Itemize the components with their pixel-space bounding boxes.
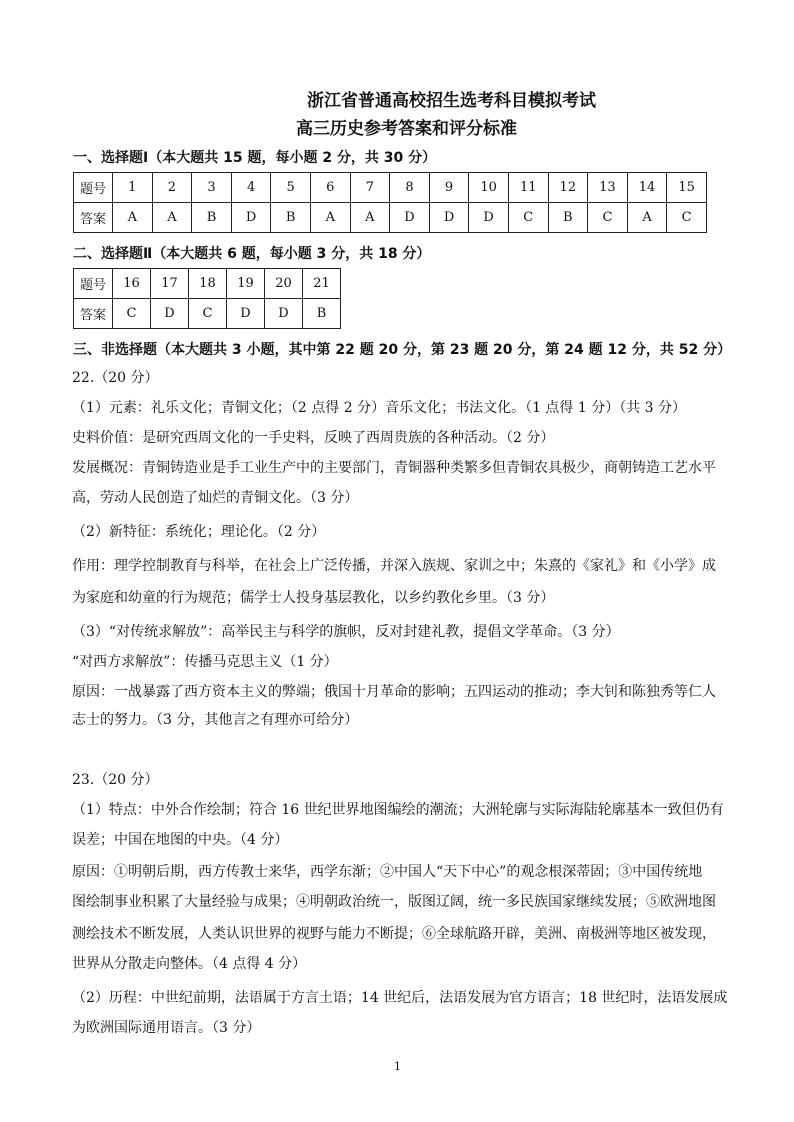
answer-line: （3）“对传统求解放”：高举民主与科学的旗帜，反对封建礼教，提倡文学革命。（3 分） xyxy=(72,624,620,640)
answer-cell: B xyxy=(303,299,341,329)
section3-heading: 三、非选择题（本大题共 3 小题，其中第 22 题 20 分，第 23 题 20 分，第 24 题 12 分，共 52 分） xyxy=(73,342,732,358)
question-number-cell: 16 xyxy=(113,269,151,299)
question-number-cell: 5 xyxy=(271,173,311,203)
answer-cell: A xyxy=(310,203,350,233)
question-number-cell: 20 xyxy=(265,269,303,299)
question-number-cell: 1 xyxy=(113,173,153,203)
table-row-numbers xyxy=(74,269,341,299)
table-row-numbers xyxy=(74,173,707,203)
answer-cell: A xyxy=(627,203,667,233)
answer-line: （2）历程：中世纪前期，法语属于方言土语；14 世纪后，法语发展为官方语言；18 世纪时，法语发展成 xyxy=(72,990,728,1006)
answer-line: 史料价值：是研究西周文化的一手史料，反映了西周贵族的各种活动。（2 分） xyxy=(72,430,555,446)
answer-line: 原因：①明朝后期，西方传教士来华，西学东渐；②中国人“天下中心”的观念根深蒂固；③中国传统地 xyxy=(72,864,703,880)
question-number-cell: 21 xyxy=(303,269,341,299)
answer-cell: A xyxy=(152,203,192,233)
answer-cell: C xyxy=(113,299,151,329)
section2-heading: 二、选择题Ⅱ（本大题共 6 题，每小题 3 分，共 18 分） xyxy=(73,246,431,262)
answer-cell: A xyxy=(350,203,390,233)
question-number-cell: 2 xyxy=(152,173,192,203)
question-number-cell: 10 xyxy=(469,173,509,203)
answer-cell: A xyxy=(113,203,153,233)
question-number-cell: 14 xyxy=(627,173,667,203)
answer-cell: B xyxy=(548,203,588,233)
answer-cell: B xyxy=(271,203,311,233)
page-number: 1 xyxy=(394,1060,401,1073)
question-number-cell: 15 xyxy=(667,173,707,203)
answer-table-2 xyxy=(73,268,341,329)
question-22-label: 22.（20 分） xyxy=(72,370,159,386)
section1-heading: 一、选择题Ⅰ（本大题共 15 题，每小题 2 分，共 30 分） xyxy=(73,150,437,166)
answer-line: （1）特点：中外合作绘制；符合 16 世纪世界地图编绘的潮流；大洲轮廓与实际海陆轮廓基本一致但仍有 xyxy=(72,802,724,818)
answer-line: 原因：一战暴露了西方资本主义的弊端；俄国十月革命的影响；五四运动的推动；李大钊和陈独秀等仁人 xyxy=(72,684,716,700)
question-number-cell: 3 xyxy=(192,173,232,203)
answer-line: “对西方求解放”：传播马克思主义（1 分） xyxy=(72,654,338,670)
answer-line: 高，劳动人民创造了灿烂的青铜文化。（3 分） xyxy=(72,490,359,506)
question-number-cell: 12 xyxy=(548,173,588,203)
answer-cell: D xyxy=(429,203,469,233)
table-row-answers xyxy=(74,299,341,329)
question-number-cell: 8 xyxy=(390,173,430,203)
answer-cell: D xyxy=(469,203,509,233)
answer-line: 世界从分散走向整体。（4 点得 4 分） xyxy=(72,956,307,972)
answer-cell: B xyxy=(192,203,232,233)
answer-line: 测绘技术不断发展，人类认识世界的视野与能力不断提；⑥全球航路开辟，美洲、南极洲等地区被发现， xyxy=(72,926,716,942)
document-title: 浙江省普通高校招生选考科目模拟考试 xyxy=(307,91,596,111)
question-number-cell: 18 xyxy=(189,269,227,299)
question-number-cell: 17 xyxy=(151,269,189,299)
answer-line: 发展概况：青铜铸造业是手工业生产中的主要部门，青铜器种类繁多但青铜农具极少，商朝铸造工艺水平 xyxy=(72,460,716,476)
table-row-answers xyxy=(74,203,707,233)
question-number-cell: 11 xyxy=(508,173,548,203)
answer-cell: C xyxy=(189,299,227,329)
row-label: 题号 xyxy=(74,173,113,203)
answer-line: 作用：理学控制教育与科举，在社会上广泛传播，并深入族规、家训之中；朱熹的《家礼》和《小学》成 xyxy=(72,558,716,574)
answer-line: 图绘制事业积累了大量经验与成果；④明朝政治统一，版图辽阔，统一多民族国家继续发展；⑤欧洲地图 xyxy=(72,894,716,910)
answer-line: 为家庭和幼童的行为规范；儒学士人投身基层教化，以乡约教化乡里。（3 分） xyxy=(72,590,555,606)
answer-cell: D xyxy=(227,299,265,329)
answer-cell: D xyxy=(231,203,271,233)
row-label: 答案 xyxy=(74,203,113,233)
answer-cell: D xyxy=(151,299,189,329)
answer-line: 为欧洲国际通用语言。（3 分） xyxy=(72,1020,261,1036)
answer-cell: D xyxy=(390,203,430,233)
question-number-cell: 9 xyxy=(429,173,469,203)
question-number-cell: 7 xyxy=(350,173,390,203)
question-number-cell: 4 xyxy=(231,173,271,203)
answer-cell: C xyxy=(588,203,628,233)
document-subtitle: 高三历史参考答案和评分标准 xyxy=(296,119,517,139)
answer-line: 志士的努力。（3 分，其他言之有理亦可给分） xyxy=(72,712,359,728)
row-label: 题号 xyxy=(74,269,113,299)
answer-cell: C xyxy=(508,203,548,233)
question-number-cell: 19 xyxy=(227,269,265,299)
question-number-cell: 13 xyxy=(588,173,628,203)
answer-line: 误差；中国在地图的中央。（4 分） xyxy=(72,832,289,848)
question-number-cell: 6 xyxy=(310,173,350,203)
row-label: 答案 xyxy=(74,299,113,329)
answer-cell: D xyxy=(265,299,303,329)
question-23-label: 23.（20 分） xyxy=(72,772,159,788)
answer-table-1 xyxy=(73,172,707,233)
answer-cell: C xyxy=(667,203,707,233)
answer-line: （1）元素：礼乐文化；青铜文化；（2 点得 2 分）音乐文化；书法文化。（1 点得 1 分）（共 3 分） xyxy=(72,400,687,416)
answer-line: （2）新特征：系统化；理论化。（2 分） xyxy=(72,524,326,540)
